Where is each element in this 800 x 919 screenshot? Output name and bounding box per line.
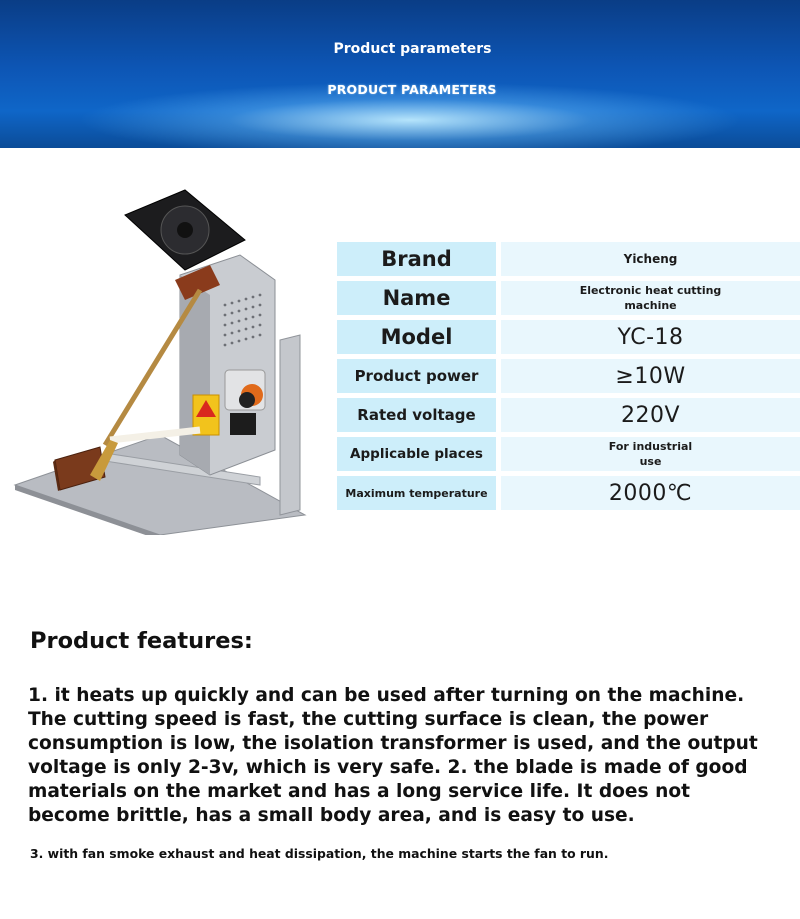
- spec-value-brand: [501, 242, 800, 276]
- spec-value-model: [501, 320, 800, 354]
- spec-value-places: [501, 437, 800, 471]
- spec-label-name: Name: [337, 281, 496, 315]
- spec-row-brand: [337, 242, 800, 276]
- spec-value-name-text: Electronic heat cutting machine: [579, 284, 722, 312]
- spec-value-brand-text: Yicheng: [623, 252, 678, 266]
- spec-label-power: Product power: [337, 359, 496, 393]
- spec-row-voltage: [337, 398, 800, 432]
- spec-value-temperature-text: 2000℃: [608, 480, 693, 506]
- features-note: 3. with fan smoke exhaust and heat dissipation, the machine starts the fan to run.: [30, 846, 609, 861]
- spec-label-voltage: Rated voltage: [337, 398, 496, 432]
- spec-label-model: Model: [337, 320, 496, 354]
- spec-value-voltage-text: 220V: [620, 402, 681, 428]
- banner-title: Product parameters: [333, 41, 492, 57]
- spec-row-name: [337, 281, 800, 315]
- banner-subtitle: PRODUCT PARAMETERS: [327, 82, 497, 97]
- spec-value-power-text: ≥10W: [615, 363, 686, 389]
- features-body: 1. it heats up quickly and can be used after turning on the machine. The cutting speed is fast, the cutting surface is clean, the power consumption is low, the isolation transformer is used, and the output voltage is only 2-3v, which is very safe. 2. the blade is made of good materials on the market and has a long service life. It does not become brittle, has a small body area, and is easy to use.: [28, 685, 758, 826]
- spec-value-name: [501, 281, 800, 315]
- header-banner: [0, 0, 800, 148]
- spec-label-temperature: Maximum temperature: [337, 476, 496, 510]
- spec-value-power: [501, 359, 800, 393]
- spec-value-temperature: [501, 476, 800, 510]
- spec-value-places-text: For industrial use: [608, 440, 693, 468]
- spec-label-brand: Brand: [337, 242, 496, 276]
- spec-row-power: [337, 359, 800, 393]
- spec-value-voltage: [501, 398, 800, 432]
- product-image: [10, 185, 320, 535]
- features-title: Product features:: [30, 628, 253, 654]
- spec-value-model-text: YC-18: [617, 324, 684, 350]
- spec-row-model: [337, 320, 800, 354]
- spec-row-temperature: [337, 476, 800, 510]
- spec-label-places: Applicable places: [337, 437, 496, 471]
- spec-row-places: [337, 437, 800, 471]
